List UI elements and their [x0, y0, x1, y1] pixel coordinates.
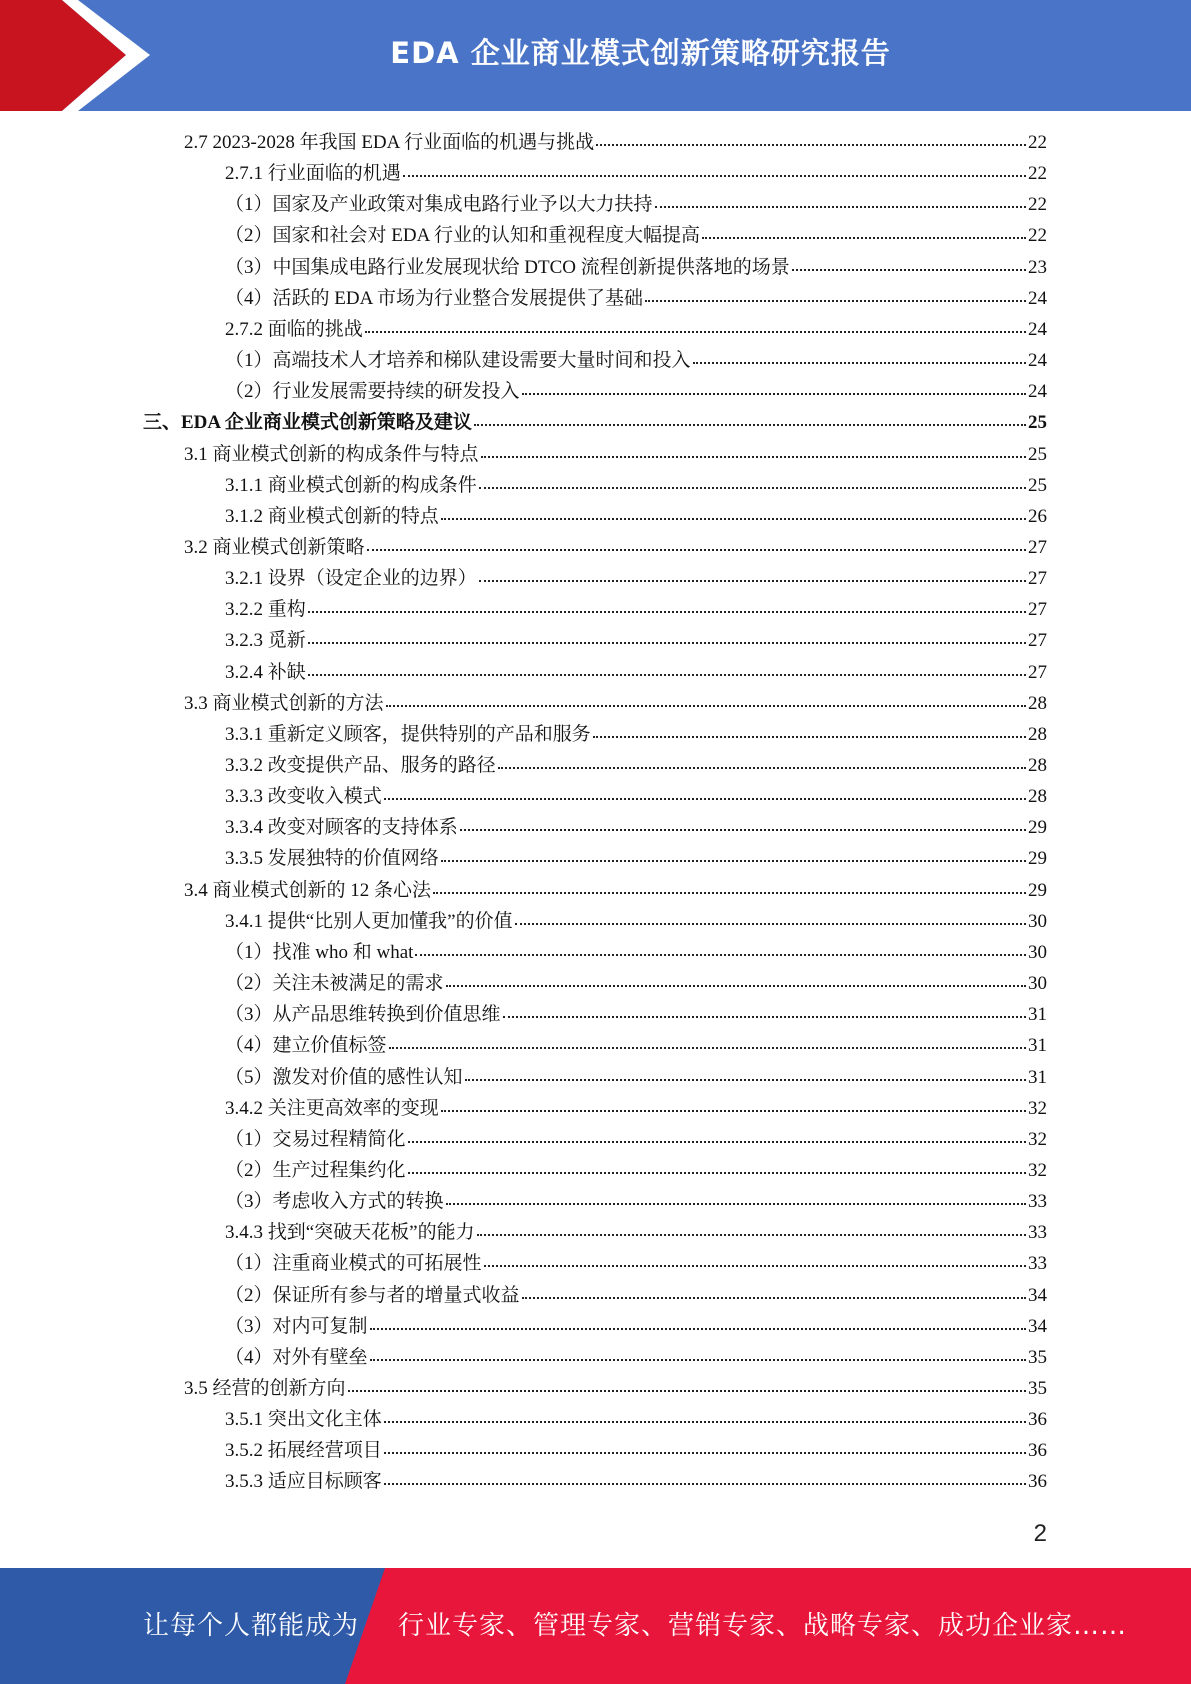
toc-dot-leader	[481, 456, 1026, 458]
toc-entry-page: 22	[1028, 225, 1047, 246]
toc-entry-title: （3）中国集成电路行业发展现状给 DTCO 流程创新提供落地的场景	[225, 257, 790, 278]
toc-entry-page: 25	[1028, 444, 1047, 465]
toc-dot-leader	[522, 1297, 1026, 1299]
toc-entry-page: 22	[1028, 132, 1047, 153]
toc-entry-title: 3.4.2 关注更高效率的变现	[225, 1098, 439, 1119]
toc-entry[interactable]	[225, 1030, 1047, 1061]
toc-entry-page: 35	[1028, 1378, 1047, 1399]
toc-entry-title: 3.1.2 商业模式创新的特点	[225, 506, 439, 527]
toc-entry-title: （2）国家和社会对 EDA 行业的认知和重视程度大幅提高	[225, 225, 701, 246]
toc-entry[interactable]	[225, 906, 1047, 937]
toc-entry-title: （3）对内可复制	[225, 1316, 368, 1337]
toc-entry-page: 32	[1028, 1129, 1047, 1150]
toc-entry-title: 3.3.3 改变收入模式	[225, 786, 382, 807]
toc-entry-title: 3.3.2 改变提供产品、服务的路径	[225, 755, 496, 776]
toc-entry[interactable]	[225, 220, 1047, 251]
toc-dot-leader	[441, 518, 1026, 520]
toc-dot-leader	[515, 923, 1026, 925]
toc-entry-page: 27	[1028, 537, 1047, 558]
toc-dot-leader	[446, 985, 1026, 987]
toc-dot-leader	[433, 892, 1026, 894]
toc-entry-title: （4）建立价值标签	[225, 1035, 387, 1056]
toc-entry[interactable]	[184, 688, 1047, 719]
toc-entry-title: 3.4.1 提供“比别人更加懂我”的价值	[225, 911, 513, 932]
toc-dot-leader	[479, 487, 1026, 489]
toc-entry-title: 3.2.4 补缺	[225, 662, 306, 683]
toc-dot-leader	[386, 705, 1026, 707]
toc-entry-title: 3.5.1 突出文化主体	[225, 1409, 382, 1430]
toc-entry[interactable]	[225, 750, 1047, 781]
toc-entry-title: （1）国家及产业政策对集成电路行业予以大力扶持	[225, 194, 653, 215]
toc-dot-leader	[308, 674, 1026, 676]
toc-entry[interactable]	[225, 937, 1047, 968]
toc-entry[interactable]	[225, 1186, 1047, 1217]
page-footer	[0, 1568, 1191, 1684]
toc-entry-page: 25	[1028, 475, 1047, 496]
toc-entry[interactable]	[225, 345, 1047, 376]
toc-entry-page: 23	[1028, 257, 1047, 278]
toc-entry-title: 2.7 2023-2028 年我国 EDA 行业面临的机遇与挑战	[184, 132, 595, 153]
toc-entry-page: 27	[1028, 599, 1047, 620]
toc-dot-leader	[693, 362, 1026, 364]
toc-entry-title: （2）行业发展需要持续的研发投入	[225, 381, 520, 402]
toc-entry-title: 三、EDA 企业商业模式创新策略及建议	[143, 412, 472, 433]
toc-dot-leader	[655, 206, 1026, 208]
toc-entry-page: 24	[1028, 381, 1047, 402]
toc-entry[interactable]	[225, 968, 1047, 999]
toc-dot-leader	[596, 144, 1026, 146]
toc-entry-page: 31	[1028, 1004, 1047, 1025]
toc-entry-title: 3.2 商业模式创新策略	[184, 537, 365, 558]
toc-entry-page: 27	[1028, 662, 1047, 683]
toc-entry-page: 28	[1028, 693, 1047, 714]
toc-entry-title: 3.2.3 觅新	[225, 630, 306, 651]
toc-dot-leader	[477, 1234, 1026, 1236]
toc-dot-leader	[498, 767, 1026, 769]
toc-dot-leader	[370, 1328, 1026, 1330]
toc-entry[interactable]	[225, 1311, 1047, 1342]
toc-entry[interactable]	[225, 999, 1047, 1030]
toc-entry-page: 28	[1028, 755, 1047, 776]
toc-entry-title: （1）高端技术人才培养和梯队建设需要大量时间和投入	[225, 350, 691, 371]
toc-entry-page: 31	[1028, 1035, 1047, 1056]
toc-entry[interactable]	[225, 1124, 1047, 1155]
toc-dot-leader	[308, 611, 1026, 613]
toc-entry-title: （3）考虑收入方式的转换	[225, 1191, 444, 1212]
toc-dot-leader	[479, 580, 1026, 582]
toc-dot-leader	[389, 1047, 1026, 1049]
toc-dot-leader	[441, 860, 1026, 862]
toc-entry-page: 29	[1028, 848, 1047, 869]
toc-entry[interactable]	[225, 501, 1047, 532]
toc-dot-leader	[408, 1172, 1026, 1174]
toc-dot-leader	[460, 829, 1026, 831]
toc-entry-page: 32	[1028, 1098, 1047, 1119]
toc-entry-title: （1）找准 who 和 what	[225, 942, 414, 963]
toc-dot-leader	[474, 424, 1026, 426]
toc-entry-page: 24	[1028, 288, 1047, 309]
toc-entry-title: 3.5 经营的创新方向	[184, 1378, 346, 1399]
toc-entry[interactable]	[225, 1155, 1047, 1186]
toc-entry[interactable]	[225, 719, 1047, 750]
toc-entry-title: 3.2.1 设界（设定企业的边界）	[225, 568, 477, 589]
toc-entry-page: 36	[1028, 1471, 1047, 1492]
toc-entry[interactable]	[225, 283, 1047, 314]
toc-entry-page: 24	[1028, 350, 1047, 371]
toc-entry-page: 36	[1028, 1409, 1047, 1430]
toc-dot-leader	[702, 237, 1026, 239]
toc-dot-leader	[365, 331, 1026, 333]
toc-entry[interactable]	[225, 812, 1047, 843]
toc-entry-page: 28	[1028, 786, 1047, 807]
toc-entry-page: 36	[1028, 1440, 1047, 1461]
toc-entry-page: 25	[1028, 412, 1047, 433]
toc-entry-title: （4）对外有壁垒	[225, 1347, 368, 1368]
toc-dot-leader	[367, 549, 1026, 551]
toc-entry[interactable]	[225, 1248, 1047, 1279]
toc-entry-title: 3.3 商业模式创新的方法	[184, 693, 384, 714]
toc-entry[interactable]	[225, 563, 1047, 594]
footer-slogan-right: 行业专家、管理专家、营销专家、战略专家、成功企业家……	[398, 1611, 1128, 1641]
toc-entry-page: 26	[1028, 506, 1047, 527]
toc-entry-title: 3.5.3 适应目标顾客	[225, 1471, 382, 1492]
report-title: EDA 企业商业模式创新策略研究报告	[390, 36, 891, 70]
toc-dot-leader	[484, 1265, 1026, 1267]
toc-entry-title: 3.4.3 找到“突破天花板”的能力	[225, 1222, 475, 1243]
toc-dot-leader	[384, 798, 1026, 800]
toc-entry-page: 22	[1028, 163, 1047, 184]
toc-entry-page: 30	[1028, 973, 1047, 994]
toc-entry[interactable]	[225, 1404, 1047, 1435]
toc-entry[interactable]	[225, 189, 1047, 220]
page-number: 2	[1033, 1520, 1047, 1547]
toc-entry-title: （2）保证所有参与者的增量式收益	[225, 1285, 520, 1306]
toc-entry-title: 3.3.5 发展独特的价值网络	[225, 848, 439, 869]
toc-entry-title: 3.3.1 重新定义顾客，提供特别的产品和服务	[225, 724, 591, 745]
toc-entry-title: 3.4 商业模式创新的 12 条心法	[184, 880, 432, 901]
toc-entry-title: 3.1.1 商业模式创新的构成条件	[225, 475, 477, 496]
toc-entry-page: 28	[1028, 724, 1047, 745]
toc-entry[interactable]	[225, 1093, 1047, 1124]
toc-entry[interactable]	[225, 314, 1047, 345]
toc-entry[interactable]	[225, 252, 1047, 283]
toc-dot-leader	[645, 300, 1026, 302]
toc-dot-leader	[384, 1421, 1026, 1423]
toc-entry[interactable]	[225, 594, 1047, 625]
toc-entry[interactable]	[184, 1373, 1047, 1404]
toc-entry-page: 29	[1028, 880, 1047, 901]
toc-dot-leader	[384, 1452, 1026, 1454]
toc-entry-page: 32	[1028, 1160, 1047, 1181]
toc-dot-leader	[593, 736, 1026, 738]
toc-entry-page: 29	[1028, 817, 1047, 838]
toc-dot-leader	[348, 1390, 1026, 1392]
toc-entry[interactable]	[225, 1435, 1047, 1466]
toc-entry[interactable]	[225, 158, 1047, 189]
toc-entry[interactable]	[184, 127, 1047, 158]
toc-entry[interactable]	[225, 781, 1047, 812]
toc-entry[interactable]	[225, 470, 1047, 501]
toc-entry-page: 33	[1028, 1253, 1047, 1274]
toc-dot-leader	[465, 1079, 1026, 1081]
toc-entry[interactable]	[184, 532, 1047, 563]
toc-dot-leader	[370, 1359, 1026, 1361]
toc-dot-leader	[308, 642, 1026, 644]
toc-dot-leader	[446, 1203, 1026, 1205]
toc-entry-page: 27	[1028, 568, 1047, 589]
toc-entry-title: 2.7.2 面临的挑战	[225, 319, 363, 340]
toc-entry-title: （4）活跃的 EDA 市场为行业整合发展提供了基础	[225, 288, 644, 309]
toc-entry-title: （2）关注未被满足的需求	[225, 973, 444, 994]
toc-entry-page: 35	[1028, 1347, 1047, 1368]
toc-entry-page: 34	[1028, 1316, 1047, 1337]
toc-entry-title: （1）交易过程精简化	[225, 1129, 406, 1150]
toc-entry-page: 31	[1028, 1067, 1047, 1088]
toc-dot-leader	[503, 1016, 1026, 1018]
toc-dot-leader	[415, 954, 1026, 956]
toc-entry[interactable]	[225, 657, 1047, 688]
toc-dot-leader	[441, 1110, 1026, 1112]
toc-entry[interactable]	[225, 1217, 1047, 1248]
toc-entry-page: 22	[1028, 194, 1047, 215]
toc-entry-page: 34	[1028, 1285, 1047, 1306]
toc-dot-leader	[408, 1141, 1026, 1143]
toc-entry[interactable]	[143, 407, 1047, 438]
toc-entry-page: 27	[1028, 630, 1047, 651]
footer-slogan-left: 让每个人都能成为	[143, 1611, 360, 1641]
toc-entry-page: 24	[1028, 319, 1047, 340]
page-header	[0, 0, 1191, 111]
toc-entry-title: 3.1 商业模式创新的构成条件与特点	[184, 444, 479, 465]
toc-entry[interactable]	[225, 1466, 1047, 1497]
toc-dot-leader	[384, 1483, 1026, 1485]
toc-entry[interactable]	[225, 843, 1047, 874]
toc-entry[interactable]	[225, 1342, 1047, 1373]
toc-entry-page: 33	[1028, 1191, 1047, 1212]
toc-entry-title: 3.5.2 拓展经营项目	[225, 1440, 382, 1461]
toc-entry-page: 30	[1028, 911, 1047, 932]
toc-entry-title: 3.2.2 重构	[225, 599, 306, 620]
toc-entry[interactable]	[225, 1062, 1047, 1093]
toc-dot-leader	[403, 175, 1026, 177]
toc-entry[interactable]	[225, 1280, 1047, 1311]
toc-entry-title: 3.3.4 改变对顾客的支持体系	[225, 817, 458, 838]
toc-entry[interactable]	[225, 376, 1047, 407]
toc-entry-title: （1）注重商业模式的可拓展性	[225, 1253, 482, 1274]
toc-dot-leader	[792, 269, 1026, 271]
toc-entry-page: 33	[1028, 1222, 1047, 1243]
toc-entry[interactable]	[184, 875, 1047, 906]
toc-entry[interactable]	[184, 439, 1047, 470]
toc-entry-title: （3）从产品思维转换到价值思维	[225, 1004, 501, 1025]
toc-entry[interactable]	[225, 625, 1047, 656]
toc-entry-title: （5）激发对价值的感性认知	[225, 1067, 463, 1088]
toc-entry-page: 30	[1028, 942, 1047, 963]
toc-entry-title: （2）生产过程集约化	[225, 1160, 406, 1181]
toc-dot-leader	[522, 393, 1026, 395]
toc-entry-title: 2.7.1 行业面临的机遇	[225, 163, 401, 184]
